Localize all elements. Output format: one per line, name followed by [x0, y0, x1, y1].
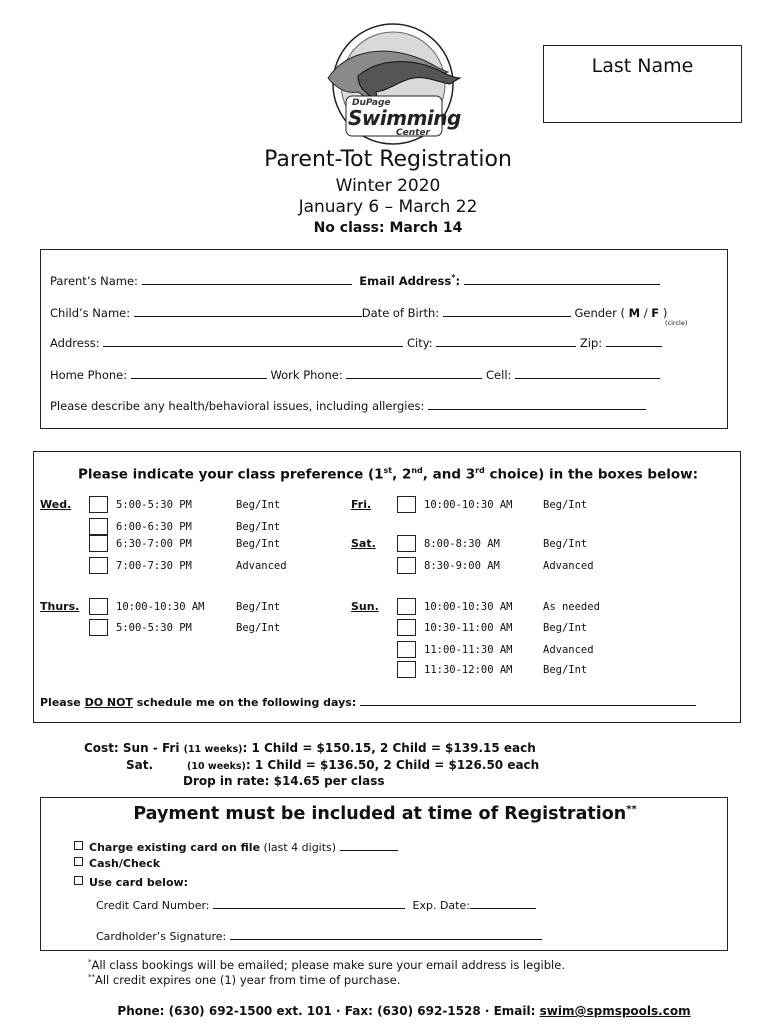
- cost-line-1: Cost: Sun - Fri (11 weeks): 1 Child = $150.15, 2 Child = $139.15 each: [84, 741, 536, 755]
- class-level: Advanced: [543, 644, 594, 656]
- cell-field[interactable]: [515, 367, 660, 379]
- parent-name-field[interactable]: [142, 273, 352, 285]
- preference-box[interactable]: [89, 535, 108, 552]
- class-level: As needed: [543, 601, 600, 613]
- checkbox-icon[interactable]: [74, 876, 83, 885]
- logo-text-center: Center: [396, 128, 430, 138]
- city-label: City:: [407, 336, 433, 350]
- last-4-digits-field[interactable]: [340, 839, 398, 851]
- class-time: 8:00-8:30 AM: [424, 538, 500, 550]
- day-label-wed: Wed.: [40, 498, 72, 511]
- credit-card-number-label: Credit Card Number:: [96, 899, 210, 912]
- class-level: Advanced: [543, 560, 594, 572]
- email-field[interactable]: [464, 273, 660, 285]
- season: Winter 2020: [335, 176, 441, 196]
- work-phone-field[interactable]: [346, 367, 482, 379]
- credit-card-number-field[interactable]: [213, 897, 405, 909]
- child-name-label: Child’s Name:: [50, 306, 131, 320]
- class-time: 10:00-10:30 AM: [424, 601, 513, 613]
- class-preference-section: [33, 451, 741, 723]
- day-label-sat: Sat.: [351, 537, 376, 550]
- checkbox-icon[interactable]: [74, 841, 83, 850]
- day-label-thurs: Thurs.: [40, 600, 80, 613]
- do-not-schedule-field[interactable]: [360, 694, 696, 706]
- payment-title: Payment must be included at time of Registration**: [133, 804, 637, 824]
- class-time: 8:30-9:00 AM: [424, 560, 500, 572]
- zip-label: Zip:: [579, 336, 603, 350]
- footnote-email: *All class bookings will be emailed; please make sure your email address is legible.: [88, 958, 565, 972]
- page-title: Parent-Tot Registration: [264, 147, 512, 172]
- gender-label: Gender (: [574, 306, 625, 320]
- class-level: Beg/Int: [236, 538, 281, 550]
- preference-box[interactable]: [397, 598, 416, 615]
- class-level: Beg/Int: [543, 538, 588, 550]
- preference-box[interactable]: [89, 518, 108, 535]
- class-time: 5:00-5:30 PM: [116, 499, 192, 511]
- preference-box[interactable]: [397, 661, 416, 678]
- class-level: Beg/Int: [236, 601, 281, 613]
- class-level: Beg/Int: [236, 521, 281, 533]
- class-time: 11:00-11:30 AM: [424, 644, 513, 656]
- circle-note: (circle): [665, 319, 688, 327]
- health-field[interactable]: [428, 398, 646, 410]
- parent-name-label: Parent’s Name:: [50, 274, 138, 288]
- class-time: 6:00-6:30 PM: [116, 521, 192, 533]
- class-level: Beg/Int: [236, 622, 281, 634]
- logo-text-swimming: Swimming: [348, 106, 461, 130]
- preference-heading: Please indicate your class preference (1st, 2nd, and 3rd choice) in the boxes below:: [77, 466, 698, 483]
- city-field[interactable]: [436, 335, 576, 347]
- footnote-credit: **All credit expires one (1) year from time of purchase.: [88, 973, 401, 987]
- exp-date-label: Exp. Date:: [412, 899, 470, 912]
- class-time: 10:00-10:30 AM: [116, 601, 205, 613]
- class-time: 10:30-11:00 AM: [424, 622, 513, 634]
- class-level: Beg/Int: [543, 622, 588, 634]
- payment-option-card-on-file[interactable]: Charge existing card on file (last 4 digits): [74, 839, 398, 854]
- cardholder-signature-field[interactable]: [230, 928, 542, 940]
- cost-line-2: Sat. (10 weeks): 1 Child = $136.50, 2 Child = $126.50 each: [126, 758, 540, 772]
- home-phone-label: Home Phone:: [50, 368, 128, 382]
- class-time: 11:30-12:00 AM: [424, 664, 513, 676]
- no-class-date: No class: March 14: [313, 220, 463, 236]
- checkbox-icon[interactable]: [74, 857, 83, 866]
- dob-label: Date of Birth:: [361, 306, 440, 320]
- email-label: Email Address: [359, 274, 452, 288]
- drop-in-rate: Drop in rate: $14.65 per class: [183, 774, 385, 788]
- gender-m-option[interactable]: M: [628, 306, 641, 320]
- day-label-fri: Fri.: [351, 498, 372, 511]
- class-level: Beg/Int: [543, 664, 588, 676]
- session-dates: January 6 – March 22: [298, 197, 478, 217]
- zip-field[interactable]: [606, 335, 662, 347]
- email-link[interactable]: swim@spmspools.com: [539, 1004, 691, 1018]
- preference-box[interactable]: [397, 496, 416, 513]
- preference-box[interactable]: [89, 598, 108, 615]
- cardholder-signature-label: Cardholder’s Signature:: [96, 930, 227, 943]
- dob-field[interactable]: [443, 305, 571, 317]
- class-level: Advanced: [236, 560, 287, 572]
- payment-option-use-card[interactable]: Use card below:: [74, 876, 188, 889]
- class-time: 7:00-7:30 PM: [116, 560, 192, 572]
- class-time: 10:00-10:30 AM: [424, 499, 513, 511]
- address-label: Address:: [50, 336, 100, 350]
- last-name-box[interactable]: [543, 45, 742, 123]
- preference-box[interactable]: [397, 557, 416, 574]
- preference-box[interactable]: [89, 557, 108, 574]
- last-name-label: Last Name: [591, 55, 694, 77]
- logo-text-dupage: DuPage: [352, 98, 391, 108]
- day-label-sun: Sun.: [351, 600, 379, 613]
- child-name-field[interactable]: [134, 305, 362, 317]
- work-phone-label: Work Phone:: [270, 368, 343, 382]
- payment-option-cash-check[interactable]: Cash/Check: [74, 857, 160, 870]
- exp-date-field[interactable]: [470, 897, 536, 909]
- cell-label: Cell:: [486, 368, 512, 382]
- preference-box[interactable]: [397, 641, 416, 658]
- do-not-schedule-row: Please DO NOT schedule me on the following days:: [40, 694, 696, 709]
- class-time: 5:00-5:30 PM: [116, 622, 192, 634]
- preference-box[interactable]: [89, 496, 108, 513]
- class-level: Beg/Int: [543, 499, 588, 511]
- preference-box[interactable]: [397, 535, 416, 552]
- gender-f-option[interactable]: F: [651, 306, 660, 320]
- class-level: Beg/Int: [236, 499, 281, 511]
- home-phone-field[interactable]: [131, 367, 267, 379]
- preference-box[interactable]: [89, 619, 108, 636]
- health-label: Please describe any health/behavioral issues, including allergies:: [50, 399, 425, 413]
- address-field[interactable]: [103, 335, 403, 347]
- footer-contact: Phone: (630) 692-1500 ext. 101 · Fax: (630) 692-1528 · Email: swim@spmspools.com: [117, 1004, 691, 1018]
- class-time: 6:30-7:00 PM: [116, 538, 192, 550]
- preference-box[interactable]: [397, 619, 416, 636]
- dupage-swimming-center-logo: [318, 18, 468, 146]
